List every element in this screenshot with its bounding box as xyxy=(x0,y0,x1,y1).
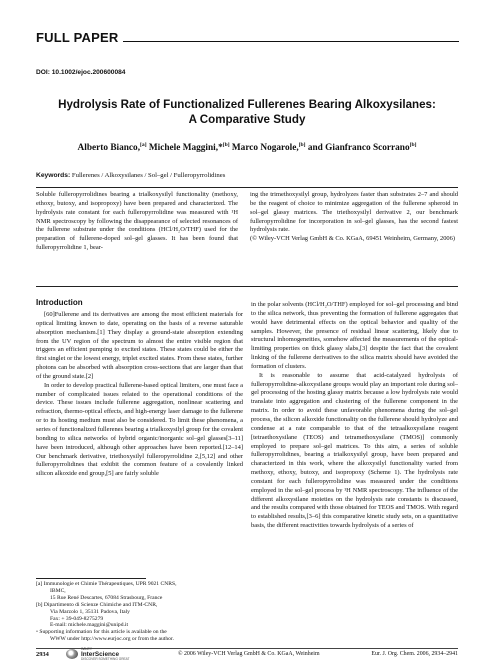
abstract-right xyxy=(250,191,458,244)
author-1: Alberto Bianco, xyxy=(77,143,141,154)
author-4: and Gianfranco Scorrano xyxy=(305,143,410,154)
header-rule xyxy=(123,41,459,42)
abstract-copyright: (© Wiley-VCH Verlag GmbH & Co. KGaA, 69451 Weinheim, Germany, 2006) xyxy=(250,235,456,243)
doi: DOI: 10.1002/ejoc.200600084 xyxy=(36,69,126,76)
author-4-affil: [b] xyxy=(409,142,417,148)
footnote-line: [a] Immunologie et Chimie Thérapeutiques, UPR 9021 CNRS, xyxy=(36,581,177,587)
globe-icon xyxy=(66,649,78,659)
footnote-line: [b] Dipartimento di Scienze Chimiche and ITM-CNR, xyxy=(36,601,158,608)
logo-small-text: WILEY xyxy=(81,646,93,651)
author-2-affil: [b] xyxy=(222,142,230,148)
supporting-info-2: WWW under http://www.eurjoc.org or from the author. xyxy=(50,636,174,643)
footnote-line: IBMC, xyxy=(50,587,66,594)
abstract-rule-bottom xyxy=(36,286,458,287)
intro-left-column xyxy=(36,311,243,479)
author-2: Michele Maggini,* xyxy=(146,143,223,154)
interscience-logo xyxy=(66,647,129,661)
footnote-line: Via Marzolo 1, 35131 Padova, Italy xyxy=(50,608,130,615)
title-line-2: A Comparative Study xyxy=(188,113,306,126)
author-3-affil: [b] xyxy=(298,142,306,148)
footnote-line: 15 Rue René Descartes, 67084 Strasbourg, France xyxy=(50,594,163,601)
abstract-right-text: ing the trimethoxysilyl group, hydrolyzes faster than substrates 2–7 and should be the reagent of choice to minimize aggregation of the fullerene spheroid in sol–gel glassy matrices. The triethoxysilyl derivative 2, our benchmark fulleropyrrolidine for incorporation in sol–gel glasses, has the second fastest hydrolysis rate. xyxy=(250,191,458,234)
author-3: Marco Nogarole, xyxy=(229,143,299,154)
footnote-line: E-mail: michele.maggini@unipd.it xyxy=(50,622,129,629)
intro-paragraph-1: [60]Fullerene and its derivatives are among the most efficient materials for optical limiting known to date, operating on the basis of a reverse saturable absorption mechanism.[1] They display a ground-state absorption extending from the UV region of the spectrum to almost the entire visible region that triggers an efficient pumping to excited states. These states could be either the first singlet or the lowest energy, triplet excited states. From these states, further photons can be absorbed with absorption cross-sections that are larger than that of the ground state.[2] xyxy=(36,311,243,380)
logo-tagline: DISCOVER SOMETHING GREAT xyxy=(81,656,130,661)
article-title xyxy=(36,97,458,127)
abstract-left: Soluble fulleropyrrolidines bearing a trialkoxysilyl functionality (methoxy, ethoxy, butoxy, and isopropoxy) have been prepared and characterized. The hydrolysis rate constant for each fulleropyrrolidine was measured with ¹H NMR spectroscopy by following the disappearance of selected resonances of the fullerene substrate under the conditions (HCl/H₂O/THF) used for the preparation of fullerene-doped sol–gel glasses. It has been found that fulleropyrrolidine 1, bear- xyxy=(36,191,238,252)
author-1-affil: [a] xyxy=(140,142,147,148)
supporting-info-1: Supporting information for this article is available on the xyxy=(39,629,167,636)
footnote-line: Fax: + 39-049-8275279 xyxy=(50,615,104,622)
keywords-text: Fullerenes / Alkoxysilanes / Sol–gel / Fulleropyrrolidines xyxy=(70,172,226,179)
footer-copyright: © 2006 Wiley-VCH Verlag GmbH & Co. KGaA, Weinheim xyxy=(178,651,320,657)
abstract-rule-top xyxy=(36,187,458,188)
intro-paragraph-2: In order to develop practical fullerene-based optical limiters, one must face a number of complicated issues related to the operational conditions of the device. These issues include fullerene aggregation, nonlinear scattering and refraction, thermo-optical effects, and high-energy laser damage to the fullerene or to its hosting medium must also be considered. To limit these phenomena, a series of functionalized fullerenes bearing a trialkoxysilyl group for the covalent bonding to silica networks of hybrid organic/inorganic sol–gel glasses[3–11] have been introduced, although other approaches have been reported.[12–14] Our benchmark derivative, triethoxysilyl fulleropyrrolidine 2,[5,12] and other fulleropyrrolidines that exhibit the common feature of a covalently linked silicon alkoxide end group,[5] are fairly soluble xyxy=(36,381,243,478)
journal-citation: Eur. J. Org. Chem. 2006, 2934–2941 xyxy=(371,651,458,657)
footnote-rule xyxy=(36,578,146,579)
info-icon: ▫ xyxy=(36,629,40,636)
keywords-label: Keywords: xyxy=(36,172,71,179)
intro-paragraph-3: in the polar solvents (HCl/H₂O/THF) employed for sol–gel processing and bind to the silica network, thus preventing the formation of fullerene aggregates that would have detrimental effects on the optical behavior and quality of the samples. However, the presence of residual linear scattering, likely due to structural inhomogeneities, somehow affected the measurements of the optical-limiting properties on thick glassy slabs,[3] despite the fact that the covalent linking of the fullerene derivatives to the silica matrix should have avoided the formation of clusters. xyxy=(251,301,458,370)
affiliations xyxy=(36,581,243,643)
page-number: 2934 xyxy=(36,651,49,658)
keywords xyxy=(36,172,225,179)
author-list xyxy=(36,142,458,153)
intro-paragraph-4: It is reasonable to assume that acid-catalyzed hydrolysis of fulleropyrrolidine-alkoxysilane groups would play an important role during sol–gel processing of the hosting glassy matrix because a low hydrolysis rate would translate into aggregation and clustering of the fullerene component in the matrix. In order to avoid these unfavorable phenomena during the sol–gel process, the silicon alkoxide functionality on the fullerene should hydrolyze and condense at a rate comparable to that of the tetraalkoxysilane reagent [tetraethoxysilane (TEOS) and tetramethoxysilane (TMOS)] commonly employed to prepare sol–gel matrices. To this aim, a series of soluble fulleropyrrolidines, bearing a trialkoxysilyl group, have been prepared and characterized in this work, where the alkoxysilyl functionality varied from methoxy, ethoxy, butoxy, and isopropoxy (Scheme 1). The hydrolysis rate constant for each fulleropyrrolidine was measured under the conditions employed in the sol–gel process by ¹H NMR spectroscopy. The influence of the different alkoxysilane moieties on the hydrolysis rate constants is discussed, and the results compared with those obtained for TEOS and TMOS. With regard to established results,[3–6] this comparative kinetic study sets, on a quantitative basis, the different reactivities towards hydrolysis of a series of xyxy=(251,371,458,530)
section-header: FULL PAPER xyxy=(36,30,119,45)
title-line-1: Hydrolysis Rate of Functionalized Fullerenes Bearing Alkoxysilanes: xyxy=(58,98,436,111)
intro-right-column xyxy=(251,301,458,531)
logo-big-text: InterScience xyxy=(81,650,120,658)
intro-heading: Introduction xyxy=(36,298,83,307)
